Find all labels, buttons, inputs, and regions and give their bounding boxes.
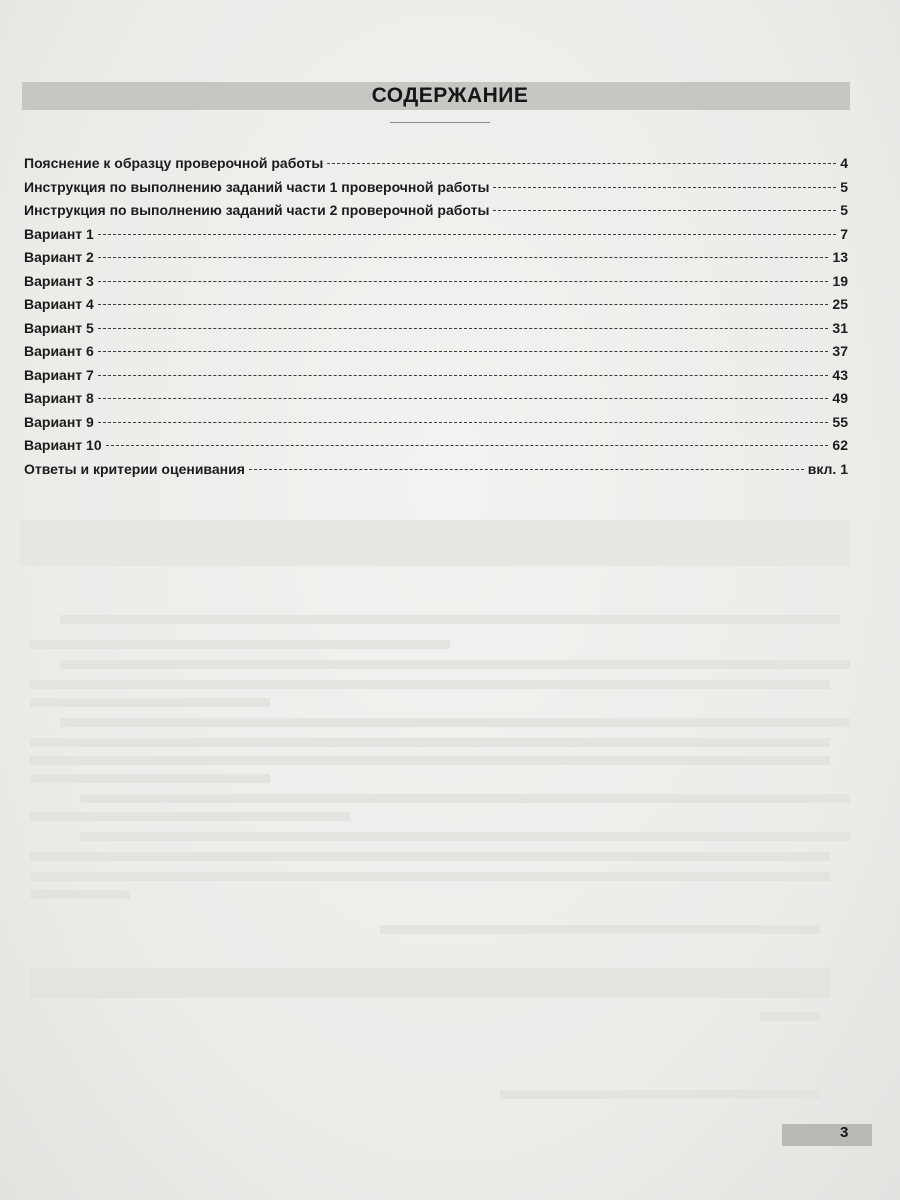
toc-entry-label: Вариант 2: [24, 249, 94, 265]
toc-leader: [493, 210, 836, 211]
toc-leader: [98, 234, 836, 235]
toc-entry[interactable]: [24, 202, 848, 226]
toc-entry-label: Вариант 4: [24, 296, 94, 312]
toc-entry-label: Инструкция по выполнению заданий части 1 проверочной работы: [24, 178, 490, 195]
bleed-through-table: [30, 968, 830, 998]
toc-entry[interactable]: [24, 390, 848, 414]
bleed-through-line: [30, 852, 830, 861]
toc-entry-label: Ответы и критерии оценивания: [24, 460, 245, 477]
toc-entry-label: Пояснение к образцу проверочной работы: [24, 155, 324, 171]
toc-entry[interactable]: [24, 343, 848, 367]
toc-entry-label: Вариант 9: [24, 413, 94, 430]
toc-leader: [98, 257, 829, 258]
toc-entry[interactable]: [24, 155, 848, 179]
toc-entry-label: Вариант 3: [24, 272, 94, 289]
bleed-through-line: [30, 756, 830, 765]
bleed-through-line: [500, 1090, 820, 1099]
toc-entry-page: 43: [832, 366, 848, 383]
bleed-through-line: [80, 794, 850, 803]
toc-leader: [493, 187, 836, 188]
bleed-through-line: [380, 925, 820, 934]
toc-entry-label: Вариант 1: [24, 225, 94, 242]
toc-leader: [98, 304, 829, 305]
toc-entry[interactable]: [24, 296, 848, 320]
toc-leader: [98, 281, 829, 282]
toc-entry[interactable]: [24, 437, 848, 461]
toc-entry[interactable]: [24, 273, 848, 297]
toc-entry-page: 19: [832, 272, 848, 289]
title-underline: [390, 122, 490, 123]
toc-entry-label: Вариант 6: [24, 343, 94, 359]
toc-leader: [98, 328, 829, 329]
toc-entry[interactable]: [24, 367, 848, 391]
toc-entry-page: 7: [840, 225, 848, 242]
toc-entry-page: 5: [840, 202, 848, 218]
toc-entry-page: 49: [832, 390, 848, 406]
page-title: СОДЕРЖАНИЕ: [371, 84, 529, 107]
bleed-through-line: [30, 812, 350, 821]
bleed-through-line: [60, 718, 850, 727]
toc-leader: [98, 351, 829, 352]
page-number: 3: [840, 1124, 849, 1141]
toc-entry-page: вкл. 1: [807, 460, 848, 477]
toc-entry[interactable]: [24, 226, 848, 250]
toc-entry[interactable]: [24, 179, 848, 203]
toc-leader: [98, 398, 829, 399]
toc-entry-page: 13: [832, 249, 848, 265]
bleed-through-banner: [20, 520, 850, 566]
toc-leader: [249, 469, 804, 470]
toc-leader: [98, 375, 829, 376]
toc-entry[interactable]: [24, 249, 848, 273]
table-of-contents: [24, 155, 848, 484]
bleed-through-line: [30, 698, 270, 707]
toc-entry-page: 31: [832, 319, 848, 336]
toc-entry-label: Инструкция по выполнению заданий части 2 проверочной работы: [24, 202, 490, 218]
toc-leader: [327, 163, 836, 164]
toc-entry-page: 25: [832, 296, 848, 312]
bleed-through-line: [30, 890, 130, 899]
toc-entry-page: 5: [840, 178, 848, 195]
page-number-tab: [782, 1124, 872, 1146]
toc-entry-page: 62: [832, 437, 848, 453]
bleed-through-line: [30, 872, 830, 881]
toc-entry-label: Вариант 8: [24, 390, 94, 406]
toc-entry-label: Вариант 5: [24, 319, 94, 336]
toc-entry[interactable]: [24, 320, 848, 344]
bleed-through-line: [80, 832, 850, 841]
bleed-through-line: [60, 615, 840, 624]
bleed-through-line: [760, 1012, 820, 1021]
bleed-through-line: [60, 660, 850, 669]
bleed-through-line: [30, 680, 830, 689]
bleed-through-line: [30, 774, 270, 783]
toc-leader: [98, 422, 829, 423]
toc-entry[interactable]: [24, 461, 848, 485]
toc-entry[interactable]: [24, 414, 848, 438]
toc-entry-page: 37: [832, 343, 848, 359]
toc-leader: [106, 445, 829, 446]
toc-entry-page: 4: [840, 155, 848, 171]
toc-entry-label: Вариант 10: [24, 437, 102, 453]
bleed-through-line: [30, 738, 830, 747]
toc-entry-label: Вариант 7: [24, 366, 94, 383]
bleed-through-line: [30, 640, 450, 649]
toc-entry-page: 55: [832, 413, 848, 430]
